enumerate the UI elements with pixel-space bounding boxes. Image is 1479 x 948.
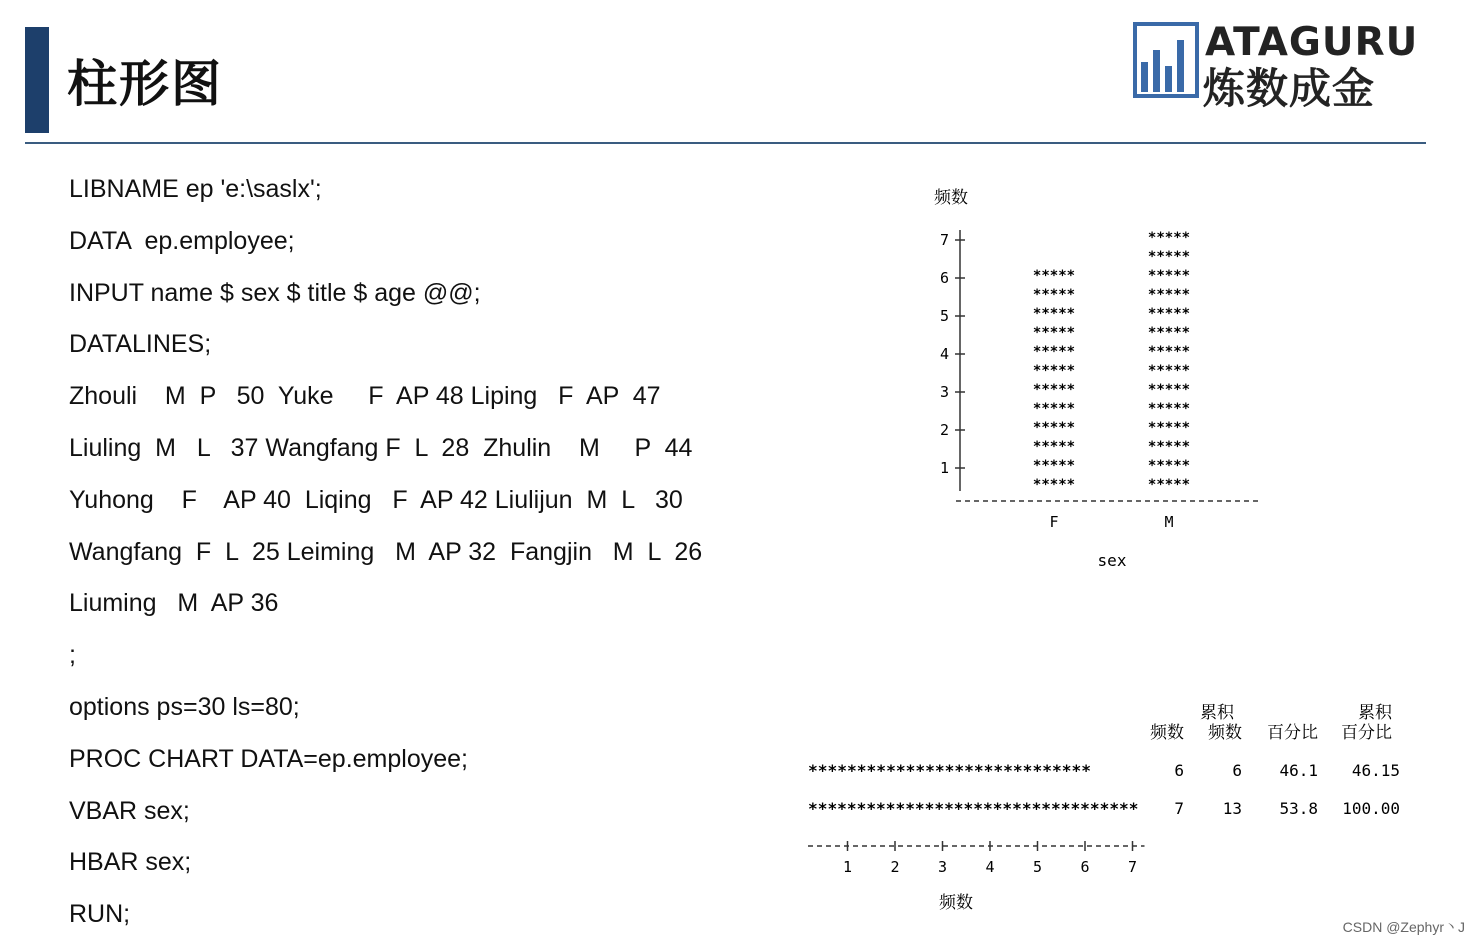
freq-table-header: 频数 (1150, 723, 1184, 743)
code-line: Yuhong F AP 40 Liqing F AP 42 Liulijun M L 30 (69, 485, 683, 514)
code-line: options ps=30 ls=80; (69, 692, 300, 721)
vbar-bar-m (1148, 230, 1190, 493)
hbar-x-axis-label: 频数 (939, 893, 973, 913)
vbar-bar-row: ***** (1147, 363, 1191, 379)
vbar-category-label: F (1049, 513, 1059, 531)
freq-table-header-top: 累积 (1200, 703, 1234, 723)
logo-mark-icon (1133, 22, 1199, 98)
vbar-chart (920, 180, 1280, 580)
vbar-y-axis-label: 频数 (934, 188, 968, 208)
vbar-x-axis-label: sex (1097, 551, 1127, 570)
slide-title: 柱形图 (67, 55, 223, 113)
vbar-bar-row: ***** (1032, 268, 1076, 284)
freq-table-header: 频数 (1208, 723, 1242, 743)
code-line: Liuling M L 37 Wangfang F L 28 Zhulin M P 44 (69, 433, 693, 462)
code-line: RUN; (69, 900, 131, 929)
vbar-y-tick-label: 2 (940, 421, 950, 439)
vbar-bar-row: ***** (1147, 458, 1191, 474)
freq-table-cell: 6 (1232, 761, 1242, 780)
vbar-bar-row: ***** (1032, 344, 1076, 360)
sas-code-block (69, 171, 789, 948)
vbar-bar-row: ***** (1032, 477, 1076, 493)
ataguru-logo (1133, 20, 1436, 113)
vbar-bar-row: ***** (1147, 401, 1191, 417)
vbar-bar-row: ***** (1147, 249, 1191, 265)
vbar-bar-row: ***** (1147, 420, 1191, 436)
vbar-bar-row: ***** (1032, 439, 1076, 455)
freq-table-cell: 7 (1174, 799, 1184, 818)
hbar-x-tick-label: 7 (1127, 858, 1138, 876)
code-line: HBAR sex; (69, 848, 192, 877)
vbar-bar-row: ***** (1147, 344, 1191, 360)
hbar-x-tick-label: 5 (1032, 858, 1043, 876)
hbar-bar-m: ********************************** (808, 799, 1139, 818)
vbar-bar-row: ***** (1032, 325, 1076, 341)
code-line: Wangfang F L 25 Leiming M AP 32 Fangjin M L 26 (69, 537, 703, 566)
code-line: PROC CHART DATA=ep.employee; (69, 744, 468, 773)
vbar-bar-row: ***** (1147, 268, 1191, 284)
vbar-bar-row: ***** (1032, 287, 1076, 303)
freq-table-header: 百分比 (1341, 723, 1392, 743)
code-line: DATALINES; (69, 330, 212, 359)
vbar-y-tick-label: 7 (940, 231, 950, 249)
code-line: INPUT name $ sex $ title $ age @@; (69, 278, 481, 307)
freq-table-header-top: 累积 (1358, 703, 1392, 723)
freq-table-cell: 53.8 (1279, 799, 1318, 818)
code-line: LIBNAME ep 'e:\saslx'; (69, 175, 322, 203)
freq-table-cell: 46.1 (1279, 761, 1318, 780)
vbar-bar-row: ***** (1147, 325, 1191, 341)
hbar-x-tick-label: 2 (890, 858, 900, 876)
hbar-x-tick-label: 6 (1080, 858, 1090, 876)
vbar-bar-row: ***** (1147, 477, 1191, 493)
hbar-x-tick-label: 4 (985, 858, 995, 876)
title-divider (25, 142, 1426, 144)
hbar-x-tick-label: 3 (937, 858, 948, 876)
code-line: ; (69, 641, 76, 670)
vbar-y-tick-label: 1 (940, 459, 950, 477)
freq-table-cell: 100.00 (1342, 799, 1400, 818)
hbar-x-tick-label: 1 (842, 858, 853, 876)
code-line: DATA ep.employee; (69, 226, 295, 255)
vbar-bar-row: ***** (1032, 306, 1076, 322)
code-line: Zhouli M P 50 Yuke F AP 48 Liping F AP 47 (69, 382, 661, 411)
vbar-category-label: M (1164, 513, 1174, 531)
freq-table-cell: 46.15 (1351, 761, 1400, 780)
vbar-bar-row: ***** (1032, 458, 1076, 474)
freq-table-cell: 13 (1222, 799, 1242, 818)
vbar-y-tick-label: 5 (940, 307, 950, 325)
hbar-chart (800, 690, 1440, 920)
freq-table-header: 百分比 (1267, 723, 1318, 743)
vbar-bar-row: ***** (1032, 363, 1076, 379)
logo-brand-en: ATAGURU (1205, 20, 1419, 65)
vbar-bar-row: ***** (1032, 420, 1076, 436)
vbar-bar-f (1033, 268, 1075, 493)
title-accent-bar (25, 27, 49, 133)
vbar-bar-row: ***** (1147, 230, 1191, 246)
vbar-y-tick-label: 3 (940, 383, 950, 401)
vbar-bar-row: ***** (1032, 401, 1076, 417)
freq-table-cell: 6 (1174, 761, 1184, 780)
vbar-bar-row: ***** (1147, 382, 1191, 398)
code-line: Liuming M AP 36 (69, 589, 279, 618)
vbar-bar-row: ***** (1147, 306, 1191, 322)
csdn-watermark: CSDN @Zephyr丶J (1342, 919, 1465, 935)
vbar-y-tick-label: 6 (940, 269, 950, 287)
vbar-bar-row: ***** (1032, 382, 1076, 398)
code-line: VBAR sex; (69, 796, 190, 825)
vbar-y-tick-label: 4 (940, 345, 950, 363)
vbar-bar-row: ***** (1147, 439, 1191, 455)
hbar-bar-f: ***************************** (808, 761, 1091, 780)
logo-brand-cn: 炼数成金 (1203, 64, 1376, 113)
vbar-bar-row: ***** (1147, 287, 1191, 303)
